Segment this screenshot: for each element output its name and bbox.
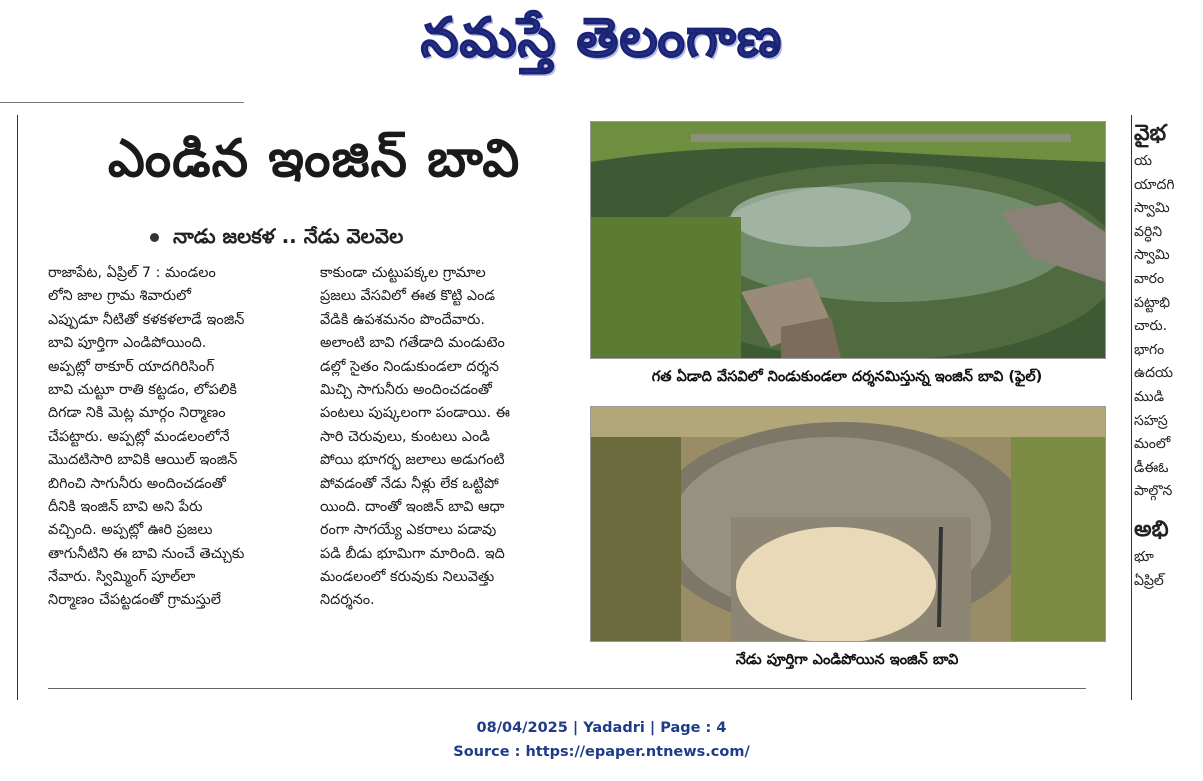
sidebar-text-line: పట్టాభి [1134, 294, 1171, 311]
left-column-rule [17, 115, 18, 700]
newspaper-logo: నమస్తే తెలంగాణ [420, 6, 783, 69]
article-text-line: మండలంలో కరువుకు నిలువెత్తు [320, 569, 495, 586]
bottom-divider [48, 688, 1086, 689]
photo-well-filled [590, 121, 1106, 359]
article-text-line: నేవారు. స్విమ్మింగ్ పూల్‌లా [48, 569, 196, 586]
sidebar-text-line: చారు. [1134, 318, 1168, 335]
article-text-line: నిదర్శనం. [320, 592, 375, 609]
article-text-line: రంగా సాగయ్యే ఎకరాలు పడావు [320, 522, 497, 539]
sidebar-article [1134, 118, 1203, 593]
sidebar-text-line: స్వామి [1134, 247, 1170, 264]
well-dry-image [591, 407, 1105, 641]
article-text-line: మొదటిసారి బావికి ఆయిల్ ఇంజిన్ [48, 452, 238, 469]
article-text-line: దీనికి ఇంజిన్ బావి అని పేరు [48, 498, 203, 515]
sidebar-text-line: పాల్గొన [1134, 483, 1173, 500]
article-column-1 [48, 262, 286, 613]
article-text-line: లోని జాల గ్రామ శివారులో [48, 288, 191, 305]
article-text-line: రాజాపేట, ఏప్రిల్ 7 : మండలం [48, 265, 216, 281]
article-text-line: పడి బీడు భూమిగా మారింది. ఇది [320, 545, 505, 562]
bullet-icon [150, 233, 159, 242]
sidebar-text-line: యాదగి [1134, 176, 1175, 193]
article-text-line: పంటలు పుష్కలంగా పండాయి. ఈ [320, 405, 510, 422]
subhead-text: నాడు జలకళ .. నేడు వెలవెల [173, 224, 404, 248]
well-filled-image [591, 122, 1105, 358]
article-text-line: వచ్చింది. అప్పట్లో ఊరి ప్రజలు [48, 522, 213, 539]
article-text-line: మిచ్చి సాగునీరు అందించడంతో [320, 381, 492, 398]
article-text-line: అలాంటి బావి గతేడాది మండుటెం [320, 335, 505, 352]
sidebar-headline-2: అభి [1134, 516, 1169, 542]
article-headline: ఎండిన ఇంజిన్ బావి [107, 129, 521, 189]
article-subhead [150, 222, 510, 250]
sidebar-column-rule [1131, 115, 1132, 700]
photo-well-dry [590, 406, 1106, 642]
sidebar-text-line: మంలో [1134, 436, 1171, 453]
article-text-line: తాగునీటిని ఈ బావి నుంచే తెచ్చుకు [48, 545, 245, 562]
article-text-line: బావి పూర్తిగా ఎండిపోయింది. [48, 335, 207, 352]
article-column-2 [320, 262, 558, 613]
masthead [0, 0, 1203, 78]
sidebar-text-line: వారం [1134, 270, 1165, 287]
sidebar-text-line: ఏప్రిల్ [1134, 572, 1164, 589]
sidebar-text-line: వర్ధిని [1134, 223, 1163, 240]
photo-caption-1: గత ఏడాది వేసవిలో నిండుకుండలా దర్శనమిస్తున్న ఇంజిన్ బావి (ఫైల్) [651, 369, 1043, 385]
article-text-line: బిగించి సాగునీరు అందించడంతో [48, 475, 226, 492]
page-footer [0, 716, 1203, 764]
article-text-line: కాకుండా చుట్టుపక్కల గ్రామాల [320, 265, 486, 281]
footer-dateline: 08/04/2025 | Yadadri | Page : 4 [476, 720, 727, 736]
article-text-line: డల్లో సైతం నిండుకుండలా దర్శన [320, 358, 499, 375]
article-text-line: వేడికి ఉపశమనం పొందేవారు. [320, 311, 485, 328]
sidebar-text-line: భాగం [1134, 341, 1165, 358]
article-text-line: సారి చెరువులు, కుంటలు ఎండి [320, 428, 490, 445]
article-text-line: యింది. దాంతో ఇంజిన్ బావి ఆధా [320, 498, 505, 515]
article-text-line: పోవడంతో నేడు నీళ్లు లేక ఒట్టిపో [320, 475, 499, 492]
article-text-line: దిగడా నికి మెట్ల మార్గం నిర్మాణం [48, 405, 226, 422]
footer-source: Source : https://epaper.ntnews.com/ [453, 744, 750, 760]
sidebar-text-line: సహస్ర [1134, 412, 1168, 429]
article-text-line: నిర్మాణం చేపట్టడంతో గ్రామస్తులే [48, 592, 221, 609]
sidebar-text-line: ముడి [1134, 388, 1165, 405]
article-text-line: ప్రజలు వేసవిలో ఈత కొట్టి ఎండ [320, 288, 496, 305]
article-text-line: పోయి భూగర్భ జలాలు అడుగంటి [320, 452, 505, 469]
sidebar-text-line: డీఈఓ [1134, 459, 1169, 476]
photo-caption-2: నేడు పూర్తిగా ఎండిపోయిన ఇంజిన్ బావి [735, 652, 959, 668]
sidebar-headline: వైభ [1134, 121, 1167, 146]
article-text-line: చేపట్టారు. అప్పట్లో మండలంలోనే [48, 428, 230, 445]
sidebar-text-line: స్వామి [1134, 200, 1170, 217]
article-text-line: బావి చుట్టూ రాతి కట్టడం, లోపలికి [48, 381, 237, 398]
divider [0, 102, 244, 103]
article-text-line: ఎప్పుడూ నీటితో కళకళలాడే ఇంజిన్ [48, 311, 245, 328]
sidebar-text-line: ఉదయ [1134, 365, 1174, 382]
article-text-line: అప్పట్లో ఠాకూర్ యాదగిరిసింగ్ [48, 358, 215, 375]
sidebar-text-line: భూ [1134, 548, 1154, 565]
sidebar-text-line: య [1134, 153, 1153, 169]
